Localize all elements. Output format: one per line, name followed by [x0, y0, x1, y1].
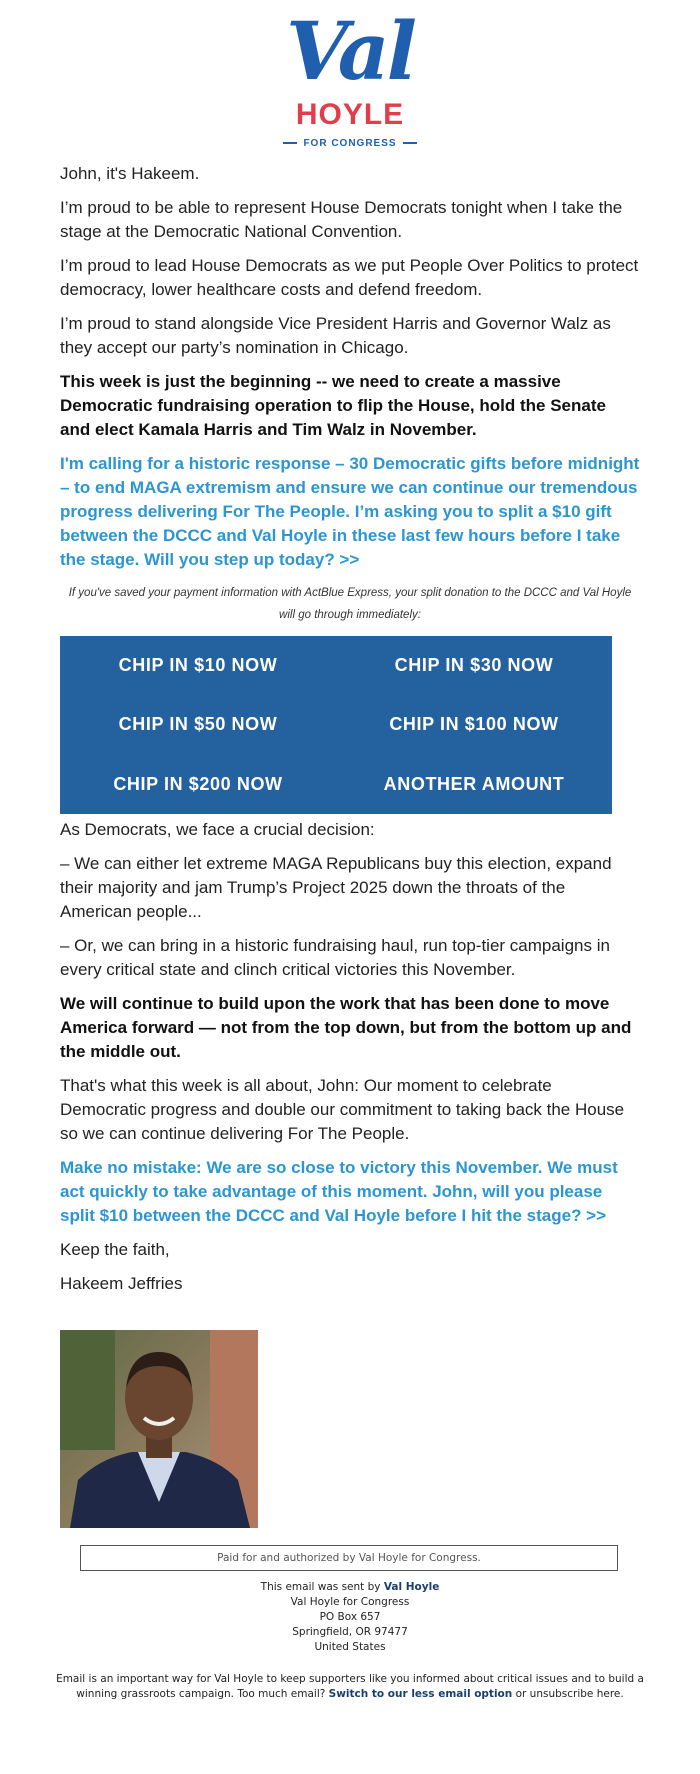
or-text: or	[515, 1688, 527, 1700]
sender-name-link[interactable]: Val Hoyle	[383, 1581, 440, 1593]
paragraph-10: That's what this week is all about, John: Our moment to celebrate Democratic progress and double our commitment to taking back the House so we can continue delivering For The People.	[60, 1076, 625, 1143]
unsubscribe-link[interactable]: unsubscribe here.	[529, 1688, 624, 1700]
greeting: John, it's Hakeem.	[60, 164, 200, 183]
paid-for-disclaimer: Paid for and authorized by Val Hoyle for Congress.	[80, 1545, 618, 1571]
email-preferences-block	[40, 1672, 660, 1702]
donate-button-grid	[60, 636, 612, 814]
paragraph-3: I’m proud to stand alongside Vice President Harris and Governor Walz as they accept our party’s nomination in Chicago.	[60, 314, 611, 357]
chip-in-50-button[interactable]: CHIP IN $50 NOW	[118, 714, 278, 735]
sent-by-line	[40, 1580, 660, 1595]
signature: Hakeem Jeffries	[60, 1274, 183, 1293]
actblue-express-note: If you've saved your payment information with ActBlue Express, your split donation to the DCCC and Val Hoyle will go through immediately:	[68, 587, 632, 621]
paragraph-6: As Democrats, we face a crucial decision:	[60, 820, 375, 839]
po-box: PO Box 657	[319, 1611, 381, 1623]
bold-paragraph: This week is just the beginning -- we need to create a massive Democratic fundraising operation to flip the House, hold the Senate and elect Kamala Harris and Tim Walz in November.	[60, 372, 606, 439]
chip-in-10-button[interactable]: CHIP IN $10 NOW	[118, 655, 278, 676]
paragraph-2: I’m proud to lead House Democrats as we put People Over Politics to protect democracy, lower healthcare costs and defend freedom.	[60, 256, 639, 299]
logo-surname: HOYLE	[295, 98, 405, 131]
city-state-zip: Springfield, OR 97477	[292, 1626, 408, 1638]
email-body	[60, 162, 640, 1306]
another-amount-button[interactable]: ANOTHER AMOUNT	[383, 773, 565, 794]
sent-by-prefix: This email was sent by	[260, 1581, 381, 1593]
hakeem-jeffries-photo	[60, 1330, 258, 1528]
sender-address-block	[40, 1580, 660, 1655]
chip-in-200-button[interactable]: CHIP IN $200 NOW	[113, 773, 283, 794]
org-name: Val Hoyle for Congress	[290, 1596, 410, 1608]
country: United States	[314, 1641, 386, 1653]
logo-tagline: FOR CONGRESS	[265, 138, 435, 150]
val-hoyle-logo[interactable]	[265, 4, 435, 149]
chip-in-30-button[interactable]: CHIP IN $30 NOW	[394, 655, 554, 676]
email-info-text: Email is an important way for Val Hoyle to keep supporters like you informed about critical issues and to build a winning grassroots campaign. Too much email?	[56, 1673, 644, 1700]
paragraph-8: – Or, we can bring in a historic fundraising haul, run top-tier campaigns in every critical state and clinch critical victories this November.	[60, 936, 610, 979]
signoff: Keep the faith,	[60, 1240, 170, 1259]
logo-name: Val	[286, 4, 414, 98]
paragraph-7: – We can either let extreme MAGA Republicans buy this election, expand their majority and jam Trump’s Project 2025 down the throats of the American people...	[60, 854, 612, 921]
donate-link-paragraph-2[interactable]: Make no mistake: We are so close to victory this November. We must act quickly to take advantage of this moment. John, will you please split $10 between the DCCC and Val Hoyle before I hit the stage? >>	[60, 1158, 618, 1225]
less-email-link[interactable]: Switch to our less email option	[328, 1688, 513, 1700]
chip-in-100-button[interactable]: CHIP IN $100 NOW	[389, 714, 559, 735]
paragraph-1: I’m proud to be able to represent House Democrats tonight when I take the stage at the Democratic National Convention.	[60, 198, 623, 241]
donate-link-paragraph[interactable]: I'm calling for a historic response – 30 Democratic gifts before midnight – to end MAGA extremism and ensure we can continue our tremendous progress delivering For The People. I’m asking you to split a $10 gift between the DCCC and Val Hoyle in these last few hours before I take the stage. Will you step up today? >>	[60, 454, 640, 569]
bold-paragraph-2: We will continue to build upon the work that has been done to move America forward — not from the top down, but from the bottom up and the middle out.	[60, 994, 632, 1061]
